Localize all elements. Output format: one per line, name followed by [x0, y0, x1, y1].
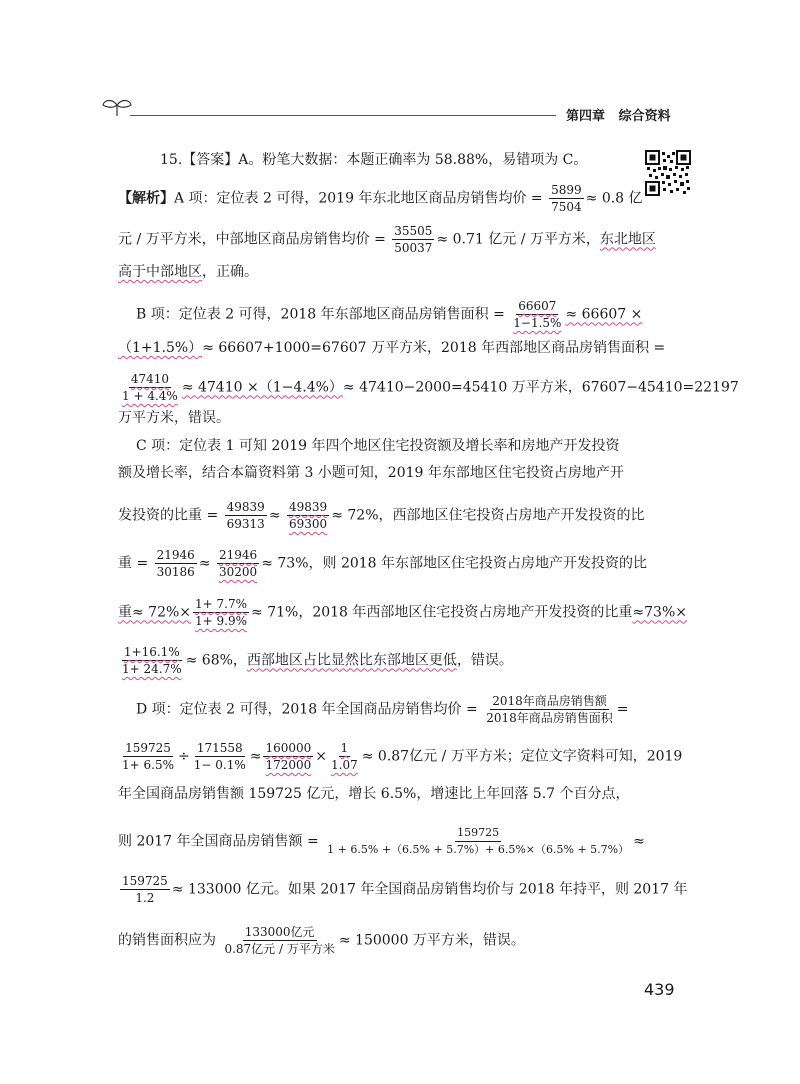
- analysis-d-line-4: 则 2017 年全国商品房销售额 = $\frac{159725}{1 + 6.5\% +(6.5\% + 5.7\%)+ 6.5\%\times(6.5\% + 5.7\%)}$ ≈: [118, 826, 645, 856]
- analysis-c-line-5: 重≈ 72%× $\frac{1+ 7.7\%}{1+ 9.9\%}$ ≈ 71%，2018 年西部地区住宅投资占房地产开发投资的比重≈73%×: [118, 597, 687, 628]
- fraction-denominator: 1.07: [331, 758, 358, 772]
- fraction-numerator: 49839: [289, 500, 328, 514]
- fraction: [217, 548, 259, 579]
- fraction-denominator: 172000: [265, 758, 312, 772]
- fraction: [287, 500, 329, 531]
- chapter-header: 第四章 综合资料: [566, 109, 671, 124]
- fraction-denominator: 1+ 6.5%: [122, 758, 174, 772]
- fraction-numerator: 133000亿元: [244, 925, 315, 939]
- analysis-d-line-1: D 项：定位表 2 可得，2018 年全国商品房销售均价 = $\frac{\text{2018年商品房销售额}}{\text{2018年商品房销售面积}}$ =: [136, 694, 629, 725]
- fraction-numerator: 21946: [219, 548, 258, 562]
- fraction-denominator: 1 + 6.5% +（6.5% + 5.7%）+ 6.5%×（6.5% + 5.7%）: [327, 843, 630, 856]
- fraction: [549, 183, 584, 214]
- fraction-denominator: 1−1.5%: [513, 316, 562, 330]
- fraction-denominator: 30186: [156, 565, 195, 579]
- fraction-numerator: 1+16.1%: [123, 645, 180, 659]
- fraction: [329, 741, 360, 772]
- analysis-c-line-4: 重 = $\frac{21946}{30186}$ ≈ $\frac{21946}{30200}$ ≈ 73%，则 2018 年东部地区住宅投资占房地产开发投资的比: [118, 548, 648, 579]
- fraction-denominator: 50037: [394, 241, 433, 255]
- fraction-denominator: 30200: [219, 565, 258, 579]
- analysis-b-line-1: B 项：定位表 2 可得，2018 年东部地区商品房销售面积 = $\frac{66607}{1-1.5\%}$ ≈ 66607 ×: [136, 299, 643, 330]
- fraction: [511, 299, 563, 330]
- fraction-denominator: 1 + 4.4%: [122, 389, 178, 403]
- fraction-numerator: 160000: [265, 741, 312, 755]
- fraction: [120, 372, 180, 403]
- header-rule: [130, 115, 556, 116]
- fraction-numerator: 66607: [518, 299, 557, 313]
- fraction-numerator: 159725: [125, 741, 171, 755]
- fraction-numerator: 159725: [455, 826, 501, 842]
- fraction-numerator: 5899: [551, 183, 582, 197]
- qr-code-icon: [645, 150, 691, 196]
- fraction: [222, 925, 336, 956]
- analysis-a-line-2: 元 / 万平方米，中部地区商品房销售均价 = $\frac{35505}{50037}$ ≈ 0.71 亿元 / 万平方米，东北地区: [118, 224, 656, 255]
- analysis-c-line-2: 额及增长率，结合本篇资料第 3 小题可知，2019 年东部地区住宅投资占房地产开: [118, 465, 624, 481]
- fraction-numerator: 1+ 7.7%: [195, 597, 248, 611]
- fraction-numerator: 47410: [130, 372, 169, 386]
- fraction: [263, 741, 313, 772]
- analysis-d-line-2: $\frac{159725}{1+ 6.5\%}$ ÷ $\frac{171558}{1- 0.1\%}$ ≈ $\frac{160000}{172000}$ × $\frac{1}{1.07}$ ≈ 0.87亿元 / 万平方米；定位文字资料可知，2019: [122, 741, 683, 772]
- fraction: [192, 741, 248, 772]
- fraction: [325, 826, 631, 857]
- analysis-a-line-3: 高于中部地区，正确。: [118, 264, 258, 280]
- fraction-denominator: 7504: [551, 200, 582, 214]
- fraction: [392, 224, 434, 255]
- fraction: [484, 694, 615, 725]
- fraction-numerator: 159725: [122, 874, 168, 888]
- fraction-denominator: 0.87亿元 / 万平方米: [224, 942, 335, 956]
- fraction-denominator: 1+ 9.9%: [195, 614, 248, 628]
- fraction-denominator: 1+ 24.7%: [122, 662, 182, 676]
- sprout-icon: [100, 96, 134, 118]
- fraction-numerator: 49839: [226, 500, 265, 514]
- q15-answer-line: 15.【答案】A。粉笔大数据：本题正确率为 58.88%，易错项为 C。: [160, 152, 588, 168]
- fraction-denominator: 69300: [289, 517, 328, 531]
- fraction: [193, 597, 249, 628]
- fraction-numerator: 35505: [394, 224, 433, 238]
- fraction: [120, 741, 176, 772]
- fraction: [155, 548, 197, 579]
- analysis-c-line-6: $\frac{1+16.1\%}{1+ 24.7\%}$ ≈ 68%，西部地区占比显然比东部地区更低，错误。: [122, 645, 513, 676]
- fraction: [120, 874, 170, 905]
- fraction-numerator: 171558: [196, 741, 243, 755]
- fraction-denominator: 1− 0.1%: [193, 758, 246, 772]
- analysis-c-line-3: 发投资的比重 = $\frac{49839}{69313}$ ≈ $\frac{49839}{69300}$ ≈ 72%，西部地区住宅投资占房地产开发投资的比: [118, 500, 645, 531]
- analysis-c-line-1: C 项：定位表 1 可知 2019 年四个地区住宅投资额及增长率和房地产开发投资: [136, 438, 620, 454]
- fraction-numerator: 2018年商品房销售额: [492, 694, 607, 708]
- analysis-d-line-5: $\frac{159725}{1.2}$ ≈ 133000 亿元。如果 2017 年全国商品房销售均价与 2018 年持平，则 2017 年: [122, 874, 688, 905]
- fraction-denominator: 1.2: [135, 891, 155, 905]
- fraction-numerator: 21946: [156, 548, 195, 562]
- fraction-denominator: 69313: [226, 517, 265, 531]
- analysis-b-line-2: （1+1.5%）≈ 66607+1000=67607 万平方米，2018 年西部地区商品房销售面积 =: [118, 340, 666, 356]
- analysis-a-line-1: 【解析】A 项：定位表 2 可得，2019 年东北地区商品房销售均价 = $\frac{5899}{7504}$ ≈ 0.8 亿: [118, 183, 643, 214]
- analysis-b-line-4: 万平方米，错误。: [118, 410, 230, 426]
- analysis-d-line-6: 的销售面积应为 $\frac{\text{133000亿元}}{\text{0.87亿元 / 万平方米}}$ ≈ 150000 万平方米，错误。: [118, 925, 525, 956]
- fraction: [120, 645, 184, 676]
- fraction: [225, 500, 267, 531]
- analysis-b-line-3: $\frac{47410}{1 + 4.4\%}$ ≈ 47410 ×（1−4.4%）≈ 47410−2000=45410 万平方米，67607−45410=22197: [122, 372, 739, 403]
- analysis-d-line-3: 年全国商品房销售额 159725 亿元，增长 6.5%，增速比上年回落 5.7 个百分点，: [118, 786, 630, 802]
- fraction-numerator: 1: [340, 741, 349, 755]
- page-number: 439: [644, 980, 675, 999]
- fraction-denominator: 2018年商品房销售面积: [486, 711, 613, 725]
